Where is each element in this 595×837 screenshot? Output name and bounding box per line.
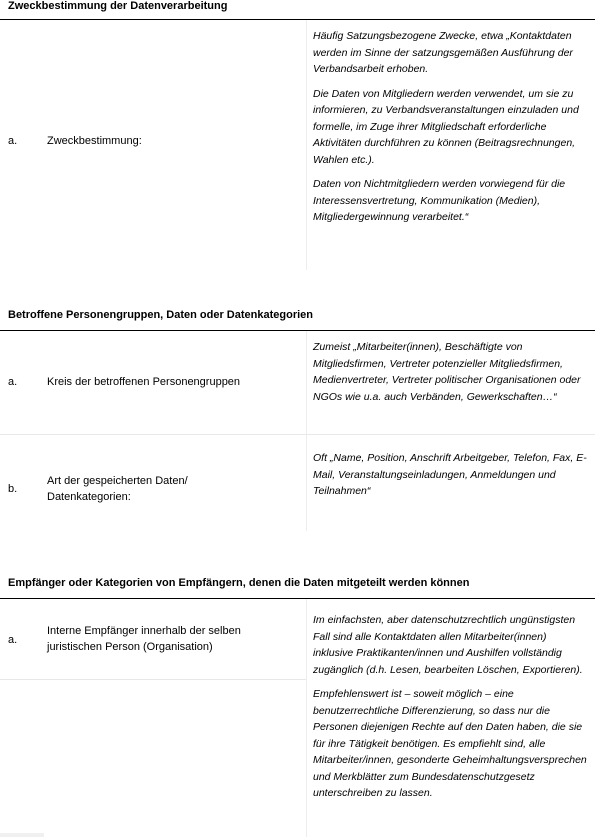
column-divider [306,331,307,531]
row-description-datenkategorien [313,450,589,500]
section-divider [0,19,595,20]
description-paragraph: Im einfachsten, aber datenschutzrechtlich ungünstigsten Fall sind alle Kontaktdaten allen Mitarbeiter(innen) inklusive Praktikanten/innen und Aushilfen vollständig zugänglich (d.h. Lesen, bearbeiten Löschen, Exportieren). [313,614,583,676]
row-letter: b. [8,483,18,495]
row-label-personengruppen: Kreis der betroffenen Personengruppen [47,376,241,388]
row-divider [0,679,306,680]
row-letter: a. [8,135,18,147]
row-letter: a. [8,634,18,646]
column-divider [306,20,307,270]
description-paragraph: Daten von Nichtmitgliedern werden vorwiegend für die Interessensvertretung, Kommunikation (Medien), Mitgliedergewinnung verarbeitet.“ [313,178,566,223]
description-paragraph: Oft „Name, Position, Anschrift Arbeitgeber, Telefon, Fax, E-Mail, Veranstaltungseinladungen, Anmeldungen und Teilnahmen“ [313,452,587,497]
row-label-interne-empfaenger: Interne Empfänger innerhalb der selben juristischen Person (Organisation) [47,625,241,653]
row-description-interne-empfaenger [313,612,589,802]
description-paragraph: Die Daten von Mitgliedern werden verwendet, um sie zu informieren, zu Verbandsveranstaltungen einzuladen und formelle, im Zuge ihrer Mitgliedschaft erforderliche Aktivitäten durchführen zu können (Beitragsrechnungen, Wahlen etc.). [313,87,579,166]
row-divider [0,434,595,435]
section-divider [0,330,595,331]
description-paragraph: Häufig Satzungsbezogene Zwecke, etwa „Kontaktdaten werden im Sinne der satzungsgemäßen Ausführung der Verbandsarbeit erhoben. [313,30,573,75]
section-title-empfaenger: Empfänger oder Kategorien von Empfängern, denen die Daten mitgeteilt werden können [8,577,470,589]
section-divider [0,598,595,599]
description-paragraph: Empfehlenswert ist – soweit möglich – eine benutzerrechtliche Differenzierung, so dass nur die Personen diejenigen Rechte auf den Daten haben, die sie für ihre Tätigkeit benötigen. Es empfiehlt sind, alle Mitarbeiter/innen, gesonderte Geheimhaltungsversprechen und Merkblätter zum Bundesdatenschutzgesetz unterschreiben zu lassen. [313,688,587,799]
row-letter: a. [8,376,18,388]
section-title-personengruppen: Betroffene Personengruppen, Daten oder Datenkategorien [8,309,313,321]
column-divider [306,599,307,837]
row-label-zweckbestimmung: Zweckbestimmung: [47,135,142,147]
row-label-datenkategorien: Art der gespeicherten Daten/ Datenkategorien: [47,475,188,503]
row-description-zweckbestimmung [313,28,589,226]
section-title-zweckbestimmung: Zweckbestimmung der Datenverarbeitung [8,0,228,12]
row-description-personengruppen [313,339,589,405]
description-paragraph: Zumeist „Mitarbeiter(innen), Beschäftigte von Mitgliedsfirmen, Vertreter potenzieller Mitgliedsfirmen, Medienvertreter, Vertreter politischer Organisationen oder NGOs wie u.a. auch Verbänden, Gewerkschaften…“ [313,341,581,403]
page-corner-mark [0,833,44,837]
